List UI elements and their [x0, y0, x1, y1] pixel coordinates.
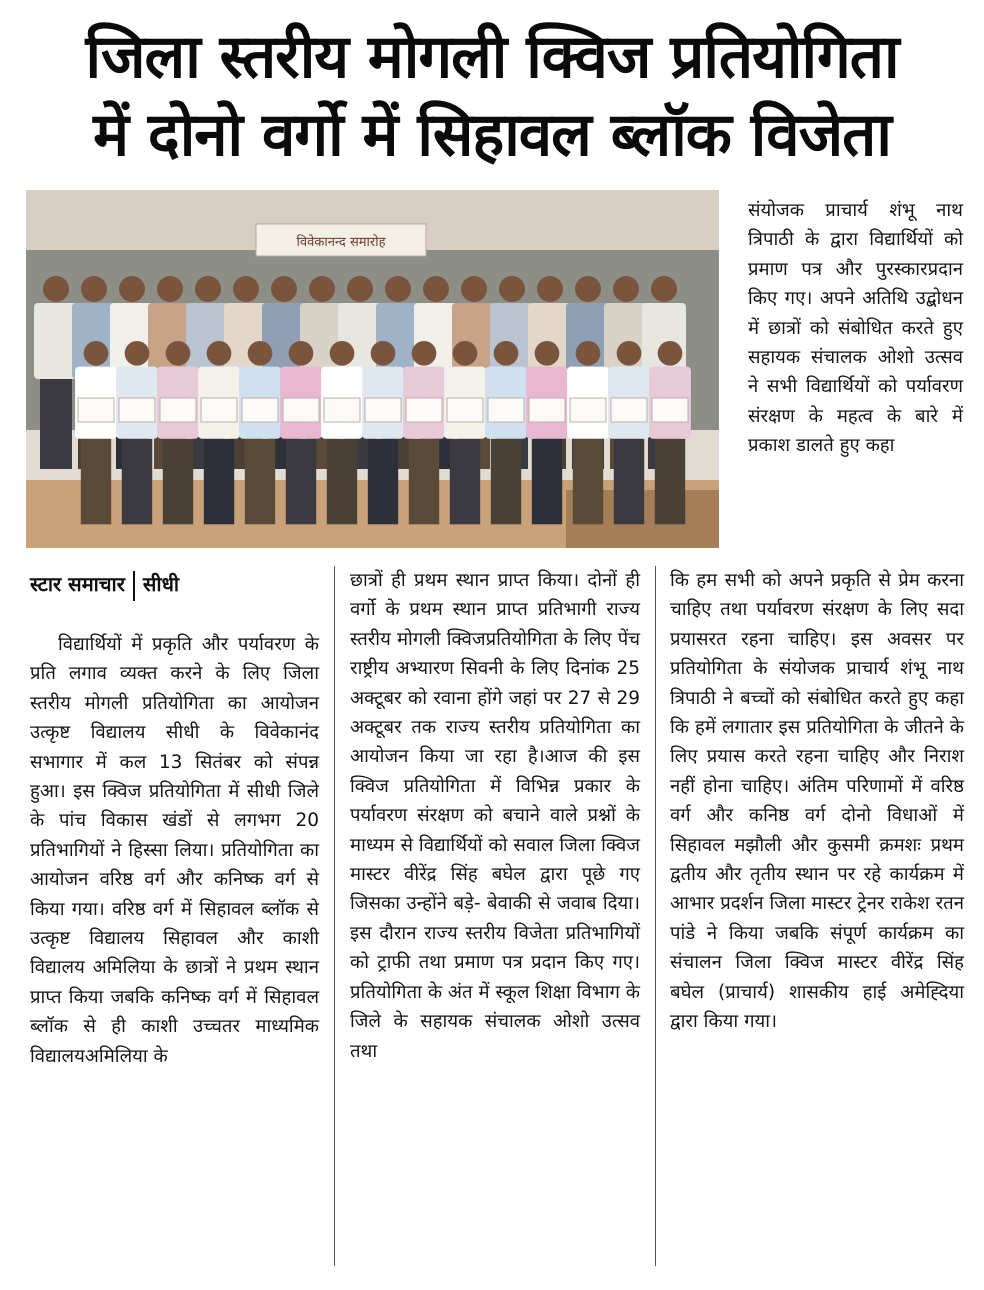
person-head	[195, 276, 221, 302]
person-legs	[491, 439, 521, 525]
person-head	[537, 276, 563, 302]
person-legs	[245, 439, 275, 525]
headline-line-1: जिला स्तरीय मोगली क्विज प्रतियोगिता	[85, 22, 899, 92]
person-head	[651, 276, 677, 302]
person-head	[84, 341, 109, 366]
person-head	[385, 276, 411, 302]
column-divider-2	[655, 566, 656, 1266]
person-legs	[81, 439, 111, 525]
person-head	[535, 341, 560, 366]
person-head	[289, 341, 314, 366]
photo-banner-text: विवेकानन्द समारोह	[296, 235, 386, 250]
person-legs	[409, 439, 439, 525]
certificate	[160, 398, 196, 422]
byline-separator	[133, 571, 135, 601]
certificate	[529, 398, 565, 422]
byline	[30, 566, 319, 606]
person-head	[43, 276, 69, 302]
person-body	[34, 303, 78, 379]
person-legs	[614, 439, 644, 525]
person-head	[658, 341, 683, 366]
group-photo	[26, 190, 719, 548]
person-head	[412, 341, 437, 366]
right-top-paragraph: संयोजक प्राचार्य शंभू नाथ त्रिपाठी के द्वारा विद्यार्थियों को प्रमाण पत्र और पुरस्कारप्रदान किए गए। अपने अतिथि उद्बोधन में छात्रों को संबोधित करते हुए सहायक संचालक ओशो उत्सव ने सभी विद्यार्थियों को पर्यावरण संरक्षण के महत्व के बारे में प्रकाश डालते हुए कहा	[748, 200, 963, 457]
certificate	[611, 398, 647, 422]
person-head	[423, 276, 449, 302]
article-column-2	[350, 566, 640, 1066]
person-head	[617, 341, 642, 366]
person-head	[233, 276, 259, 302]
person-legs	[286, 439, 316, 525]
certificate	[652, 398, 688, 422]
person-legs	[368, 439, 398, 525]
certificate	[119, 398, 155, 422]
column-1-paragraph: विद्यार्थियों में प्रकृति और पर्यावरण के प्रति लगाव व्यक्त करने के लिए जिला स्तरीय मोगली प्रतियोगिता का आयोजन उत्कृष्ट विद्यालय सीधी के विवेकानंद सभागार में कल 13 सितंबर को संपन्न हुआ। इस क्विज प्रतियोगिता में सीधी जिले के पांच विकास खंडों से लगभग 20 प्रतिभागियों ने हिस्सा लिया। प्रतियोगिता का आयोजन वरिष्ठ वर्ग और कनिष्क वर्ग से किया गया। वरिष्ठ वर्ग में सिहावल ब्लॉक से उत्कृष्ट विद्यालय सिहावल और काशी विद्यालय अमिलिया के छात्रों ने प्रथम स्थान प्राप्त किया जबकि कनिष्क वर्ग में सिहावल ब्लॉक से ही काशी उच्चतर माध्यमिक विद्यालयअमिलिया के	[30, 634, 319, 1067]
person-head	[494, 341, 519, 366]
certificate	[324, 398, 360, 422]
column-3-paragraph: कि हम सभी को अपने प्रकृति से प्रेम करना चाहिए तथा पर्यावरण संरक्षण के लिए सदा प्रयासरत रहना चाहिए। इस अवसर पर प्रतियोगिता के संयोजक प्राचार्य शंभू नाथ त्रिपाठी ने बच्चों को संबोधित करते हुए कहा कि हमें लगातार इस प्रतियोगिता के जीतने के लिए प्रयास करते रहना चाहिए और निराश नहीं होना चाहिए। अंतिम परिणामों में वरिष्ठ वर्ग और कनिष्ठ वर्ग दोनो विधाओं में सिहावल मझौली और कुसमी क्रमशः प्रथम द्वतीय और तृतीय स्थान पर रहे कार्यक्रम में आभार प्रदर्शन जिला मास्टर ट्रेनर राकेश रतन पांडे ने किया जबकि संपूर्ण कार्यक्रम का संचालन जिला क्विज मास्टर वीरेंद्र सिंह बघेल (प्राचार्य) शासकीय हाई अमेह्दिया द्वारा किया गया।	[670, 570, 964, 1033]
byline-place: सीधी	[142, 572, 180, 596]
person-head	[347, 276, 373, 302]
column-2-paragraph: छात्रों ही प्रथम स्थान प्राप्त किया। दोनों ही वर्गो के प्रथम स्थान प्राप्त प्रतिभागी राज्य स्तरीय मोगली क्विजप्रतियोगिता के लिए पेंच राष्ट्रीय अभ्यारण सिवनी के लिए दिनांक 25 अक्टूबर को रवाना होंगे जहां पर 27 से 29 अक्टूबर तक राज्य स्तरीय प्रतियोगिता का आयोजन किया जा रहा है।आज की इस क्विज प्रतियोगिता में विभिन्न प्रकार के पर्यावरण संरक्षण को बचाने वाले प्रश्नों के माध्यम से विद्यार्थियों को सवाल जिला क्विज मास्टर वीरेंद्र सिंह बघेल द्वारा पूछे गए जिसका उन्होंने बड़े- बेवाकी से जवाब दिया। इस दौरान राज्य स्तरीय विजेता प्रतिभागियों को ट्राफी तथा प्रमाण पत्र प्रदान किए गए। प्रतियोगिता के अंत में स्कूल शिक्षा विभाग के जिले के सहायक संचालक ओशो उत्सव तथा	[350, 570, 640, 1062]
person-legs	[327, 439, 357, 525]
person-head	[330, 341, 355, 366]
person-head	[499, 276, 525, 302]
person-legs	[532, 439, 562, 525]
person-head	[125, 341, 150, 366]
person-head	[81, 276, 107, 302]
person-head	[613, 276, 639, 302]
person-legs	[573, 439, 603, 525]
certificate	[570, 398, 606, 422]
person-head	[157, 276, 183, 302]
person-legs	[450, 439, 480, 525]
certificate	[78, 398, 114, 422]
person-head	[207, 341, 232, 366]
person-head	[371, 341, 396, 366]
person-head	[309, 276, 335, 302]
headline	[0, 18, 984, 174]
certificate	[283, 398, 319, 422]
person-legs	[40, 379, 72, 469]
article-column-3	[670, 566, 964, 1037]
certificate	[406, 398, 442, 422]
person-head	[575, 276, 601, 302]
certificate	[242, 398, 278, 422]
article-right-top	[748, 196, 963, 461]
column-divider-1	[334, 566, 335, 1266]
person-head	[119, 276, 145, 302]
certificate	[201, 398, 237, 422]
person-legs	[163, 439, 193, 525]
person-head	[461, 276, 487, 302]
certificate	[447, 398, 483, 422]
person-legs	[655, 439, 685, 525]
article-column-1	[30, 630, 319, 1071]
headline-line-2: में दोनो वर्गो में सिहावल ब्लॉक विजेता	[93, 100, 891, 170]
byline-source: स्टार समाचार	[30, 572, 125, 596]
person-legs	[122, 439, 152, 525]
person-head	[166, 341, 191, 366]
person-head	[576, 341, 601, 366]
person-head	[271, 276, 297, 302]
certificate	[488, 398, 524, 422]
person-legs	[204, 439, 234, 525]
certificate	[365, 398, 401, 422]
person-head	[453, 341, 478, 366]
person-head	[248, 341, 273, 366]
